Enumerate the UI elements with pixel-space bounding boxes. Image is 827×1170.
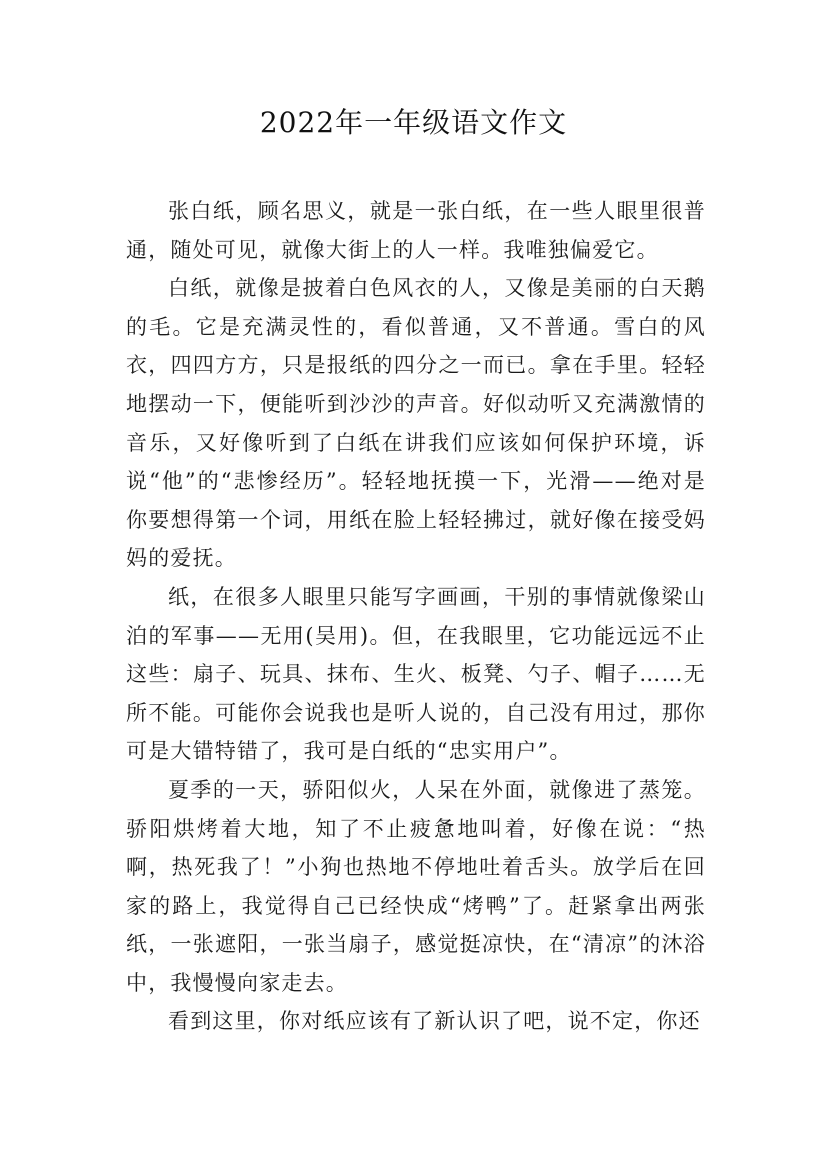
document-title: 2022年一年级语文作文 bbox=[259, 106, 568, 139]
paragraph-1: 张白纸，顾名思义，就是一张白纸，在一些人眼里很普通，随处可见，就像大街上的人一样。我唯独偏爱它。 bbox=[126, 199, 706, 262]
paragraph-2: 白纸，就像是披着白色风衣的人，又像是美丽的白天鹅的毛。它是充满灵性的，看似普通，又不普通。雪白的风衣，四四方方，只是报纸的四分之一而已。拿在手里。轻轻地摆动一下，便能听到沙沙的声音。好似动听又充满激情的音乐，又好像听到了白纸在讲我们应该如何保护环境，诉说“他”的“悲惨经历”。轻轻地抚摸一下，光滑——绝对是你要想得第一个词，用纸在脸上轻轻拂过，就好像在接受妈妈的爱抚。 bbox=[126, 276, 706, 571]
essay-body bbox=[126, 192, 706, 1041]
paragraph-5: 看到这里，你对纸应该有了新认识了吧，说不定，你还 bbox=[168, 1009, 701, 1034]
paragraph-3: 纸，在很多人眼里只能写字画画，干别的事情就像梁山泊的军事——无用(吴用)。但，在我眼里，它功能远远不止这些：扇子、玩具、抹布、生火、板凳、勺子、帽子……无所不能。可能你会说我也是听人说的，自己没有用过，那你可是大错特错了，我可是白纸的“忠实用户”。 bbox=[126, 584, 706, 764]
paragraph-4: 夏季的一天，骄阳似火，人呆在外面，就像进了蒸笼。骄阳烘烤着大地，知了不止疲惫地叫着，好像在说：“热啊，热死我了！”小狗也热地不停地吐着舌头。放学后在回家的路上，我觉得自己已经快成“烤鸭”了。赶紧拿出两张纸，一张遮阳，一张当扇子，感觉挺凉快，在“清凉”的沐浴中，我慢慢向家走去。 bbox=[126, 777, 706, 995]
